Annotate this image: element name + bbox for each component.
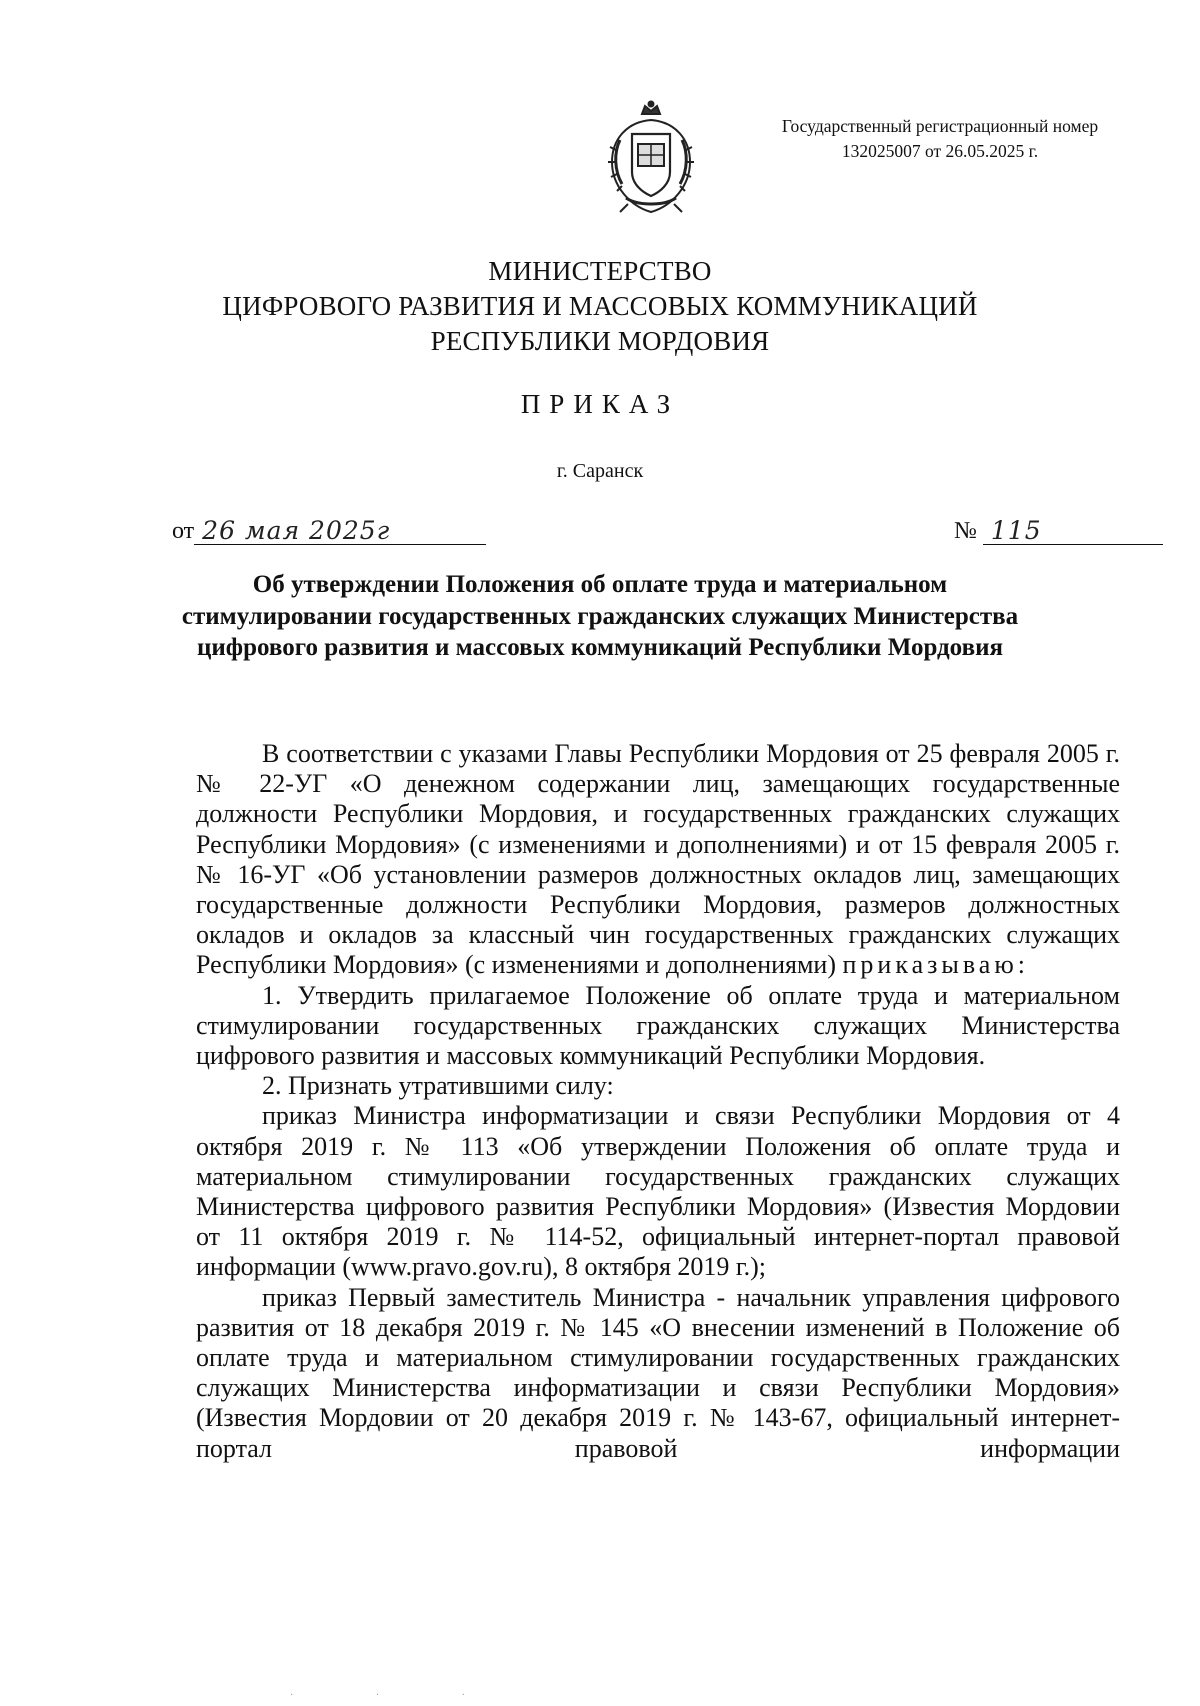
registration-number-block — [740, 114, 1140, 164]
ministry-header — [100, 254, 1100, 359]
body-paragraph-repealed-2: приказ Первый заместитель Министра - начальник управления цифрового развития от 18 декабря 2019 г. № 145 «О внесении изменений в Положение об оплате труда и материальном стимулировании государственных гражданских служащих Министерства информатизации и связи Республики Мордовия» (Известия Мордовии от 20 декабря 2019 г. № 143-67, официальный интернет-портал правовой информации — [196, 1282, 1120, 1463]
scan-artifacts: · · · — [290, 1690, 505, 1701]
ministry-line-1: МИНИСТЕРСТВО — [488, 256, 712, 286]
body-paragraph-item-1: 1. Утвердить прилагаемое Положение об оплате труда и материальном стимулировании государственных гражданских служащих Министерства цифрового развития и массовых коммуникаций Республики Мордовия. — [196, 980, 1120, 1071]
coat-of-arms-emblem — [598, 100, 704, 218]
city-name: г. Саранск — [556, 460, 644, 482]
order-title: ПРИКАЗ — [520, 389, 680, 419]
ministry-line-2: ЦИФРОВОГО РАЗВИТИЯ И МАССОВЫХ КОММУНИКАЦИЙ — [222, 291, 978, 321]
handwritten-number: 115 — [990, 516, 1042, 545]
order-number-line — [954, 518, 1163, 545]
number-field — [983, 518, 1163, 545]
order-body — [196, 739, 1120, 1464]
number-prefix: № — [954, 518, 977, 544]
registration-label: Государственный регистрационный номер — [781, 116, 1099, 136]
registration-number: 132025007 от 26.05.2025 г. — [841, 141, 1039, 161]
body-paragraph-repealed-1: приказ Министра информатизации и связи Республики Мордовия от 4 октября 2019 г. № 113 «Об утверждении Положения об оплате труда и материальном стимулировании государственных гражданских служащих Министерства цифрового развития Республики Мордовия» (Известия Мордовии от 11 октября 2019 г. № 114-52, официальный интернет-портал правовой информации (www.pravo.gov.ru), 8 октября 2019 г.); — [196, 1101, 1120, 1282]
date-prefix: от — [172, 518, 195, 544]
body-paragraph-preamble — [196, 739, 1120, 981]
date-field — [194, 518, 486, 545]
order-subject: Об утверждении Положения об оплате труда и материальном стимулировании государственных гражданских служащих Министерства цифрового развития и массовых коммуникаций Республики Мордовия — [181, 571, 1019, 661]
order-date-line — [172, 518, 486, 545]
handwritten-date: 26 мая 2025г — [202, 516, 391, 545]
order-verb: приказываю: — [842, 950, 1029, 980]
body-paragraph-item-2: 2. Признать утратившими силу: — [262, 1071, 614, 1101]
preamble-text: В соответствии с указами Главы Республики Мордовия от 25 февраля 2005 г. № 22-УГ «О денежном содержании лиц, замещающих государственные должности Республики Мордовия, и государственных гражданских служащих Республики Мордовия» (с изменениями и дополнениями) и от 15 февраля 2005 г. № 16-УГ «Об установлении размеров должностных окладов лиц, замещающих государственные должности Республики Мордовия, размеров должностных окладов и окладов за классный чин государственных гражданских служащих Республики Мордовия» (с изменениями и дополнениями) — [196, 739, 1120, 980]
ministry-line-3: РЕСПУБЛИКИ МОРДОВИЯ — [430, 326, 770, 356]
